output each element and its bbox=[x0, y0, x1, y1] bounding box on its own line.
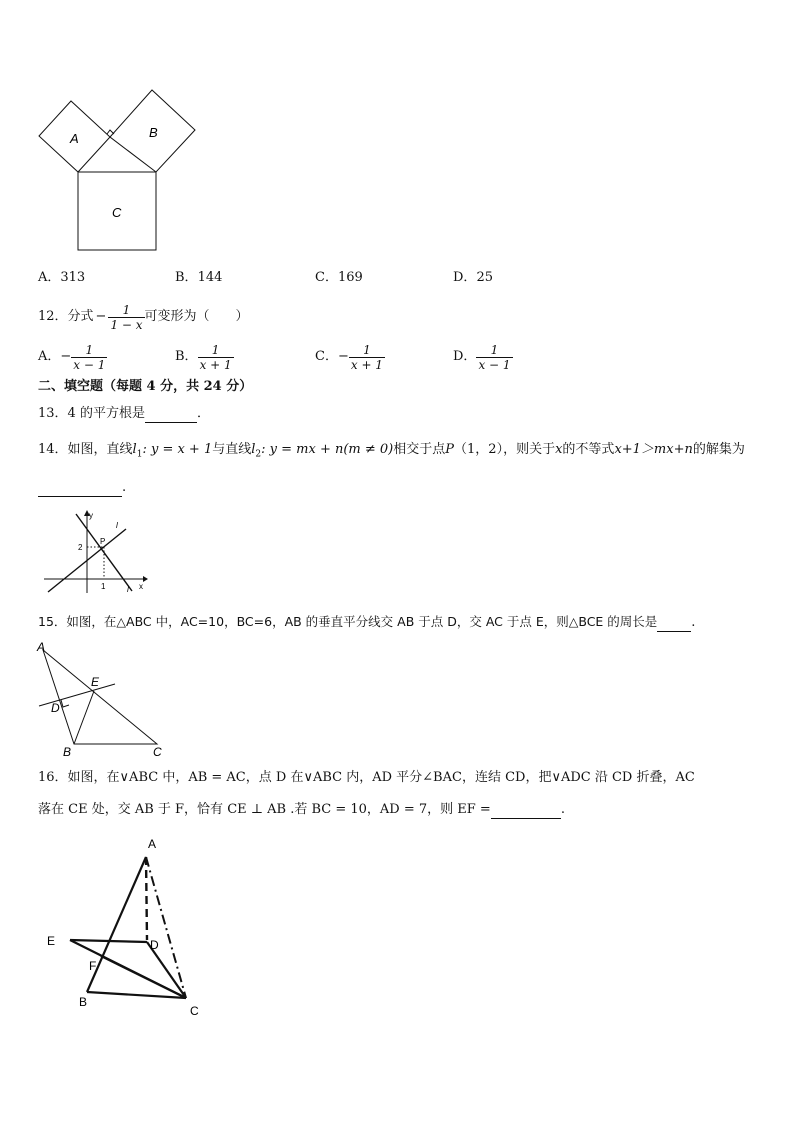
label-a: A bbox=[37, 640, 46, 654]
q11-option-c[interactable]: C．169 bbox=[315, 270, 363, 285]
right-angle-mark bbox=[107, 130, 114, 134]
q16-answer-blank[interactable] bbox=[491, 804, 561, 819]
label-one: 1 bbox=[101, 582, 106, 591]
q12-option-b[interactable]: B． $\frac{1}{x + 1}$ bbox=[175, 342, 232, 372]
label-l1: l bbox=[116, 521, 118, 530]
label-d: D bbox=[150, 938, 159, 952]
x-axis-arrow bbox=[143, 576, 148, 582]
label-a: A bbox=[148, 837, 157, 851]
label-a: A bbox=[70, 131, 79, 146]
q14-answer-line: . bbox=[38, 479, 126, 497]
q12-option-c[interactable]: C． − $\frac{1}{x + 1}$ bbox=[315, 342, 383, 372]
label-e: E bbox=[47, 934, 56, 948]
q11-option-a[interactable]: A．313 bbox=[38, 270, 86, 285]
label-c: C bbox=[190, 1004, 199, 1018]
q13-answer-blank[interactable] bbox=[145, 408, 197, 423]
q14-answer-blank[interactable] bbox=[38, 482, 122, 497]
section-heading: 二、填空题（每题 4 分，共 24 分） bbox=[38, 379, 253, 394]
label-c: C bbox=[153, 745, 162, 759]
label-l2: l bbox=[127, 585, 129, 594]
q12-option-a[interactable]: A． − $\frac{1}{x - 1}$ bbox=[38, 342, 106, 372]
label-b: B bbox=[79, 995, 88, 1009]
label-two: 2 bbox=[78, 543, 83, 552]
label-f: F bbox=[89, 959, 97, 973]
q14-stem: 14．如图，直线$l_1$: y = x + 1与直线$l_2$: y = mx + n(m ≠ 0)相交于点P（1，2），则关于x的不等式x+1＞mx+n的解集为 bbox=[38, 442, 745, 460]
label-b: B bbox=[149, 125, 158, 140]
segment-ac-dashdot bbox=[146, 857, 186, 998]
q12-stem: 12．分式 − $\frac{1}{1 - x}$ 可变形为（ ） bbox=[38, 302, 249, 332]
label-y: y bbox=[89, 511, 93, 520]
figure-q15-triangle bbox=[32, 638, 172, 760]
segment-bc bbox=[87, 992, 186, 998]
segment-ed bbox=[70, 940, 147, 942]
label-b: B bbox=[63, 745, 72, 759]
q12-fraction: $\frac{1}{1 - x}$ bbox=[110, 302, 143, 332]
q15-answer-blank[interactable] bbox=[657, 617, 691, 632]
label-x: x bbox=[139, 582, 143, 591]
figure-q14-graph bbox=[40, 505, 155, 600]
label-e: E bbox=[91, 675, 100, 689]
segment-fc bbox=[101, 956, 186, 998]
label-p: P bbox=[100, 537, 106, 546]
segment-be bbox=[74, 691, 94, 744]
segment-ad-dashed bbox=[146, 857, 147, 940]
q11-option-d[interactable]: D．25 bbox=[453, 270, 493, 285]
q15-stem: 15．如图，在△ABC 中，AC=10，BC=6，AB 的垂直平分线交 AB 于点 D，交 AC 于点 E，则△BCE 的周长是 . bbox=[38, 614, 696, 630]
label-d: D bbox=[51, 701, 60, 715]
q11-option-b[interactable]: B．144 bbox=[175, 270, 223, 285]
q13-stem: 13．4 的平方根是 ． bbox=[38, 406, 210, 421]
figure-q11-squares bbox=[30, 80, 210, 260]
figure-q16-fold bbox=[40, 830, 220, 1025]
q12-option-d[interactable]: D． $\frac{1}{x - 1}$ bbox=[453, 342, 511, 372]
q16-line1: 16．如图，在∨ABC 中，AB = AC，点 D 在∨ABC 内，AD 平分∠BAC，连结 CD，把∨ADC 沿 CD 折叠，AC bbox=[38, 770, 695, 785]
label-c: C bbox=[112, 205, 122, 220]
triangle-abc bbox=[43, 650, 157, 744]
q16-line2: 落在 CE 处，交 AB 于 F，恰有 CE ⊥ AB .若 BC = 10，AD = 7，则 EF = . bbox=[38, 802, 565, 817]
right-angle-d bbox=[61, 700, 69, 707]
